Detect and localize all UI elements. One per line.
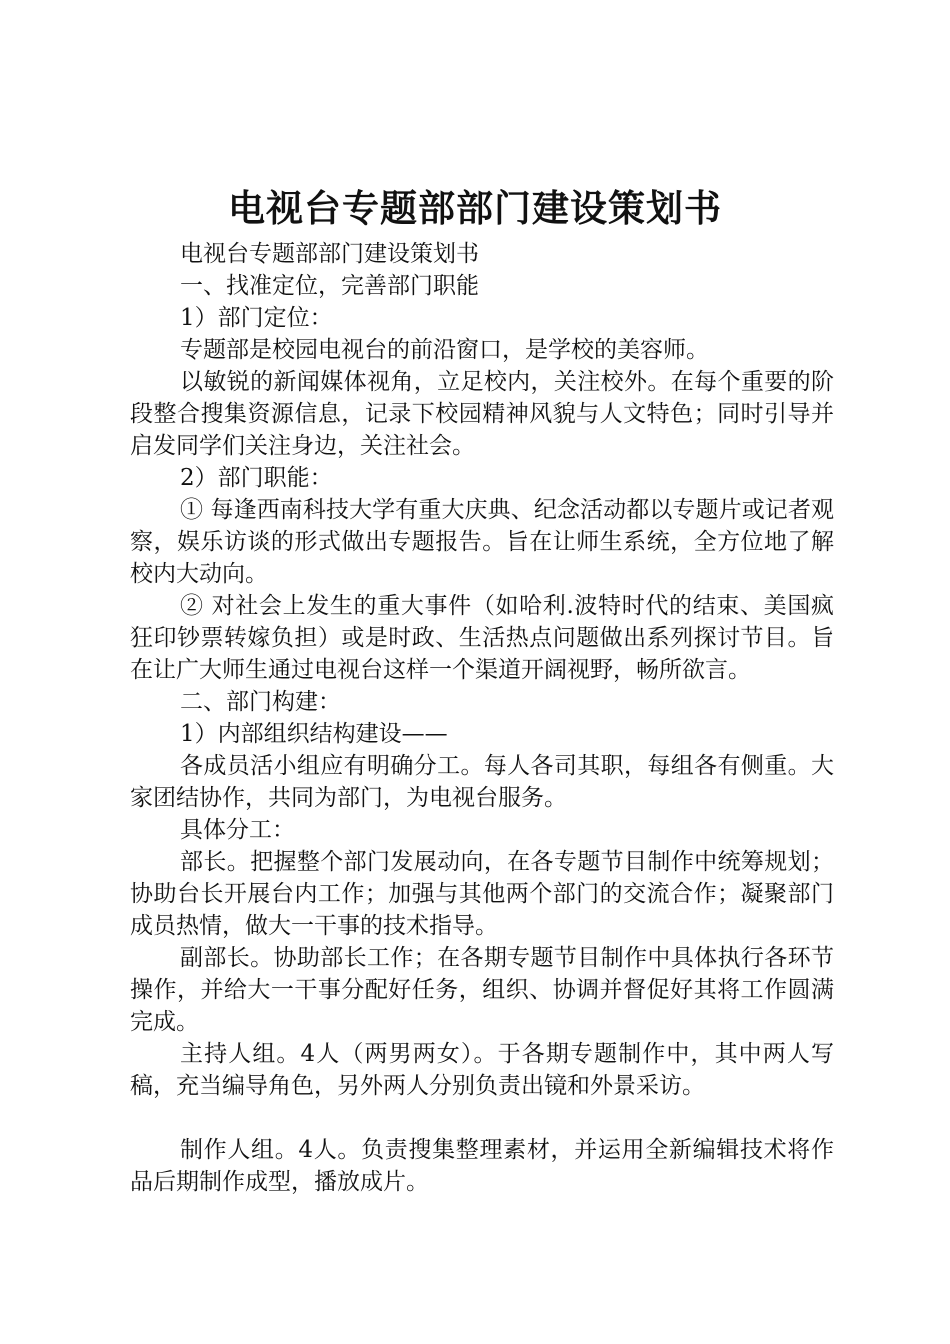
document-title: 电视台专题部部门建设策划书: [228, 186, 722, 230]
subheading-positioning: 1）部门定位：: [180, 305, 333, 331]
subheading-division: 具体分工：: [180, 817, 295, 843]
paragraph: ① 每逢西南科技大学有重大庆典、纪念活动都以专题片或记者观察，娱乐访谈的形式做出专题报告。旨在让师生系统，全方位地了解校内大动向。: [130, 497, 834, 587]
section-heading-1: 一、找准定位，完善部门职能: [180, 273, 479, 299]
subheading-functions: 2）部门职能：: [180, 465, 333, 491]
blank-line: [130, 1102, 834, 1134]
paragraph: ② 对社会上发生的重大事件（如哈利.波特时代的结束、美国疯狂印钞票转嫁负担）或是时政、生活热点问题做出系列探讨节目。旨在让广大师生通过电视台这样一个渠道开阔视野，畅所欲言。: [130, 593, 834, 683]
document-body: [130, 238, 834, 1198]
section-heading-2: 二、部门构建：: [180, 689, 341, 715]
paragraph: 以敏锐的新闻媒体视角，立足校内，关注校外。在每个重要的阶段整合搜集资源信息，记录下校园精神风貌与人文特色；同时引导并启发同学们关注身边，关注社会。: [130, 369, 834, 459]
paragraph: 制作人组。4人。负责搜集整理素材，并运用全新编辑技术将作品后期制作成型，播放成片。: [130, 1137, 834, 1195]
paragraph: 专题部是校园电视台的前沿窗口，是学校的美容师。: [180, 337, 709, 363]
paragraph: 各成员活小组应有明确分工。每人各司其职，每组各有侧重。大家团结协作，共同为部门，为电视台服务。: [130, 753, 834, 811]
subheading-structure: 1）内部组织结构建设——: [180, 721, 448, 747]
paragraph-subtitle: 电视台专题部部门建设策划书: [180, 241, 479, 267]
paragraph: 主持人组。4人（两男两女）。于各期专题制作中，其中两人写稿，充当编导角色，另外两人分别负责出镜和外景采访。: [130, 1041, 834, 1099]
paragraph: 副部长。协助部长工作；在各期专题节目制作中具体执行各环节操作，并给大一干事分配好任务，组织、协调并督促好其将工作圆满完成。: [130, 945, 834, 1035]
paragraph: 部长。把握整个部门发展动向，在各专题节目制作中统筹规划；协助台长开展台内工作；加强与其他两个部门的交流合作；凝聚部门成员热情，做大一干事的技术指导。: [130, 849, 834, 939]
